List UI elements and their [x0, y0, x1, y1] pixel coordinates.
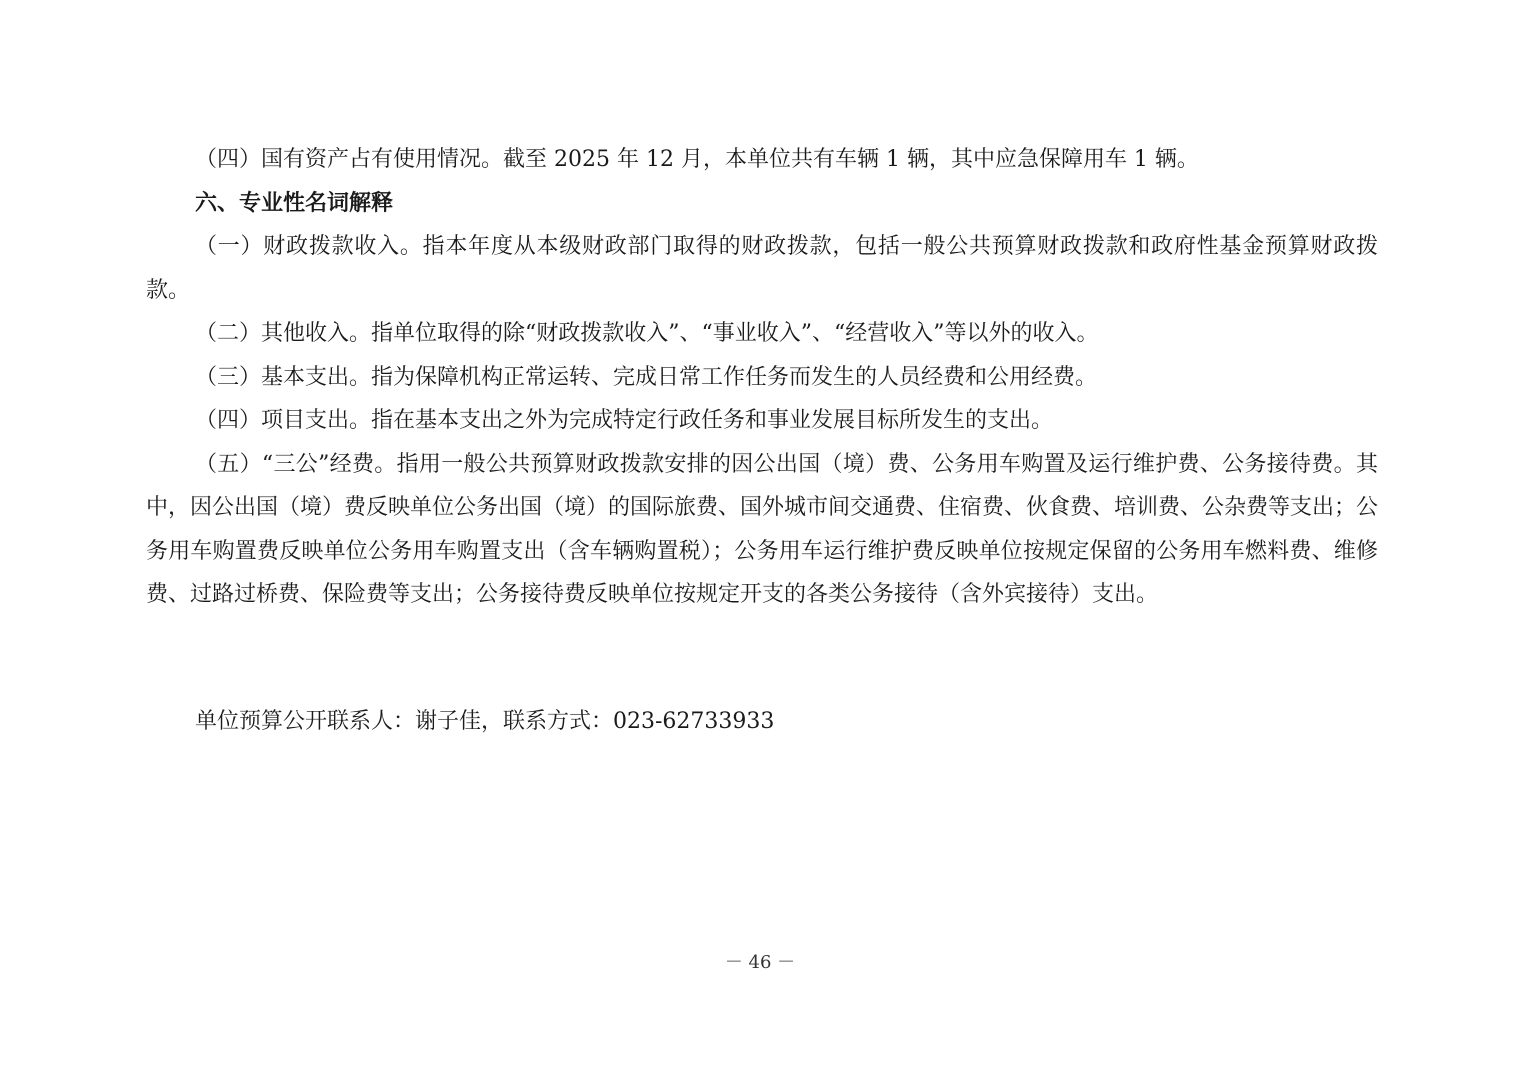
definition-fiscal-appropriation-income: （一）财政拨款收入。指本年度从本级财政部门取得的财政拨款，包括一般公共预算财政拨款和政府性基金预算财政拨款。: [146, 234, 1378, 303]
contact-line: 单位预算公开联系人：谢子佳，联系方式：023-62733933: [195, 709, 775, 734]
page-number: － 46 －: [724, 952, 796, 973]
definition-basic-expenditure: （三）基本支出。指为保障机构正常运转、完成日常工作任务而发生的人员经费和公用经费。: [195, 364, 1098, 390]
document-body: [146, 138, 1378, 617]
definition-other-income: （二）其他收入。指单位取得的除“财政拨款收入”、“事业收入”、“经营收入”等以外的收入。: [195, 321, 1099, 346]
section-heading: 六、专业性名词解释: [195, 190, 394, 216]
definition-project-expenditure: （四）项目支出。指在基本支出之外为完成特定行政任务和事业发展目标所发生的支出。: [195, 408, 1054, 433]
paragraph-state-assets: （四）国有资产占有使用情况。截至 2025 年 12 月，本单位共有车辆 1 辆，其中应急保障用车 1 辆。: [195, 147, 1199, 172]
definition-three-public-expenses: （五）“三公”经费。指用一般公共预算财政拨款安排的因公出国（境）费、公务用车购置及运行维护费、公务接待费。其中，因公出国（境）费反映单位公务出国（境）的国际旅费、国外城市间交通费、住宿费、伙食费、培训费、公杂费等支出；公务用车购置费反映单位公务用车购置支出（含车辆购置税）；公务用车运行维护费反映单位按规定保留的公务用车燃料费、维修费、过路过桥费、保险费等支出；公务接待费反映单位按规定开支的各类公务接待（含外宾接待）支出。: [146, 451, 1379, 607]
